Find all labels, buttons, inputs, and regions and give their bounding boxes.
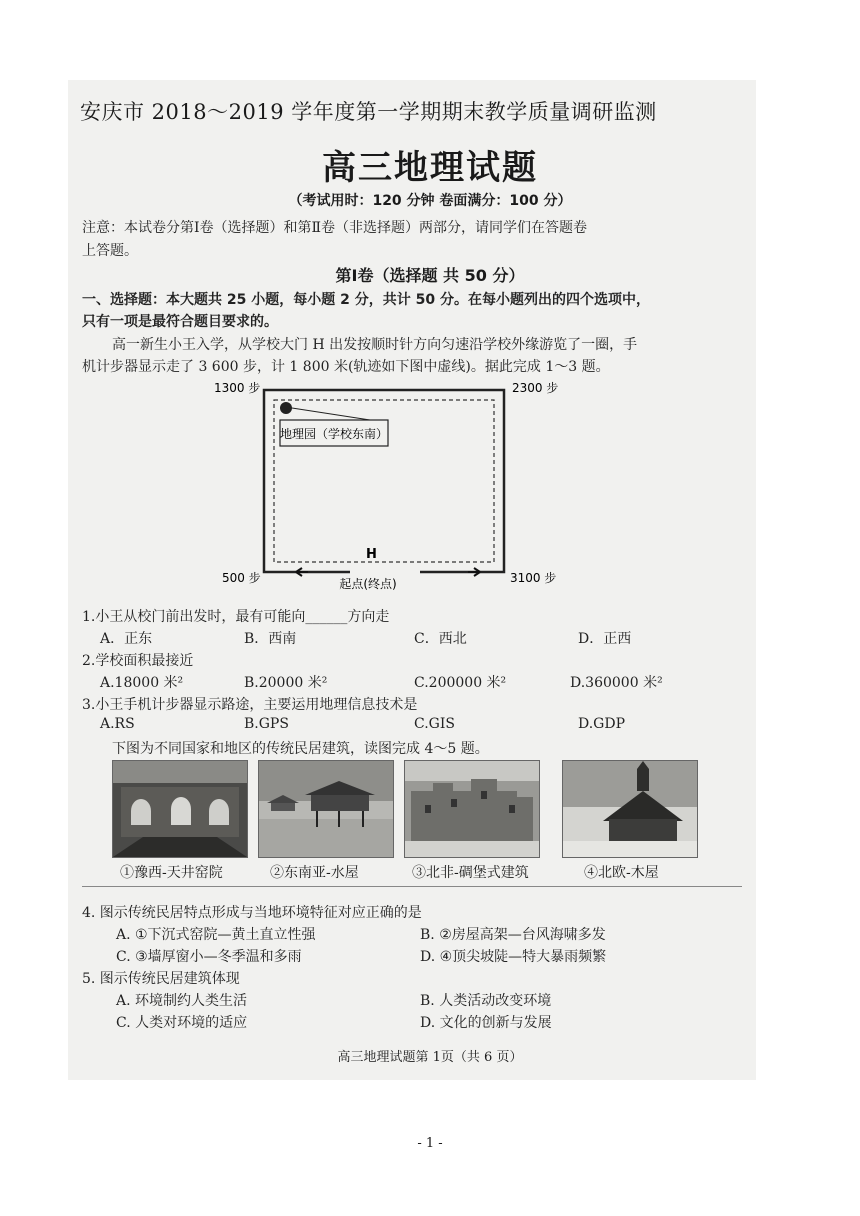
page-footer: 高三地理试题第 1页（共 6 页）	[337, 1050, 523, 1065]
photo-fortress-building	[404, 760, 540, 858]
q3-option-c: C.GIS	[414, 716, 455, 732]
q5-stem: 5. 图示传统民居建筑体现	[82, 971, 240, 987]
q2-stem: 2.学校面积最接近	[82, 653, 194, 669]
school-boundary	[264, 390, 504, 572]
section-title: 第Ⅰ卷（选择题 共 50 分）	[335, 266, 525, 285]
notice-line-2: 上答题。	[82, 243, 138, 259]
caption-2: ②东南亚-水屋	[270, 865, 359, 881]
q3-option-b: B.GPS	[244, 716, 289, 732]
intro-line-1: 高一新生小王入学，从学校大门 H 出发按顺时针方向匀速沿学校外缘游览了一圈，手	[112, 337, 638, 353]
page-number: - 1 -	[417, 1136, 443, 1151]
garden-marker	[280, 402, 292, 414]
intro-line-2: 机计步器显示走了 3 600 步，计 1 800 米(轨迹如下图中虚线)。据此完成 1～3 题。	[82, 359, 610, 375]
q1-stem: 1.小王从校门前出发时，最有可能向______方向走	[82, 609, 390, 625]
start-end-label: 起点(终点)	[339, 577, 397, 591]
q1-option-a: A．正东	[100, 631, 153, 647]
q2-option-c: C.200000 米²	[414, 675, 507, 691]
caption-4: ④北欧-木屋	[584, 865, 659, 881]
q1-option-d: D．正西	[578, 631, 632, 647]
corner-label-tr: 2300 步	[512, 381, 559, 395]
notice-line-1: 注意：本试卷分第Ⅰ卷（选择题）和第Ⅱ卷（非选择题）两部分，请同学们在答题卷	[82, 220, 588, 236]
q2-option-d: D.360000 米²	[570, 675, 663, 691]
q4-stem: 4. 图示传统民居特点形成与当地环境特征对应正确的是	[82, 905, 422, 921]
arrow-left-icon	[296, 568, 308, 576]
page-title: 高三地理试题	[322, 148, 538, 188]
garden-pointer-line	[292, 408, 370, 420]
q2-option-a: A.18000 米²	[100, 675, 184, 691]
q3-option-a: A.RS	[100, 716, 135, 732]
q1-option-b: B．西南	[244, 631, 297, 647]
q5-option-b: B. 人类活动改变环境	[420, 993, 552, 1009]
corner-label-br: 3100 步	[510, 571, 557, 585]
garden-label: 地理园（学校东南）	[279, 427, 389, 441]
exam-info: （考试用时：120 分钟 卷面满分：100 分）	[288, 193, 572, 209]
q4-option-a: A. ①下沉式窑院—黄土直立性强	[116, 927, 316, 943]
q5-option-c: C. 人类对环境的适应	[116, 1015, 248, 1031]
q1-option-c: C．西北	[414, 631, 467, 647]
q3-stem: 3.小王手机计步器显示路途，主要运用地理信息技术是	[82, 697, 418, 713]
q3-option-d: D.GDP	[578, 716, 626, 732]
instruction-line-1: 一、选择题：本大题共 25 小题，每小题 2 分，共计 50 分。在每小题列出的四个选项中，	[82, 292, 650, 308]
instruction-line-2: 只有一项是最符合题目要求的。	[82, 314, 278, 330]
q4-option-c: C. ③墙厚窗小—冬季温和多雨	[116, 949, 302, 965]
q5-option-a: A. 环境制约人类生活	[116, 993, 248, 1009]
intro-2: 下图为不同国家和地区的传统民居建筑，读图完成 4～5 题。	[112, 741, 489, 757]
exam-header: 安庆市 2018～2019 学年度第一学期期末教学质量调研监测	[80, 100, 657, 124]
corner-label-tl: 1300 步	[214, 381, 261, 395]
q2-option-b: B.20000 米²	[244, 675, 328, 691]
photo-cave-courtyard	[112, 760, 248, 858]
photo-water-house	[258, 760, 394, 858]
photo-wooden-house	[562, 760, 698, 858]
caption-3: ③北非-碉堡式建筑	[412, 865, 529, 881]
q4-option-d: D. ④顶尖坡陡—特大暴雨频繁	[420, 949, 607, 965]
q5-option-d: D. 文化的创新与发展	[420, 1015, 552, 1031]
caption-1: ①豫西-天井窑院	[120, 865, 223, 881]
gate-h-label: H	[366, 547, 377, 562]
corner-label-bl: 500 步	[222, 571, 261, 585]
q4-option-b: B. ②房屋高架—台风海啸多发	[420, 927, 606, 943]
arrow-right-icon	[468, 568, 480, 576]
divider-line	[82, 886, 742, 887]
school-route-map	[200, 376, 640, 594]
